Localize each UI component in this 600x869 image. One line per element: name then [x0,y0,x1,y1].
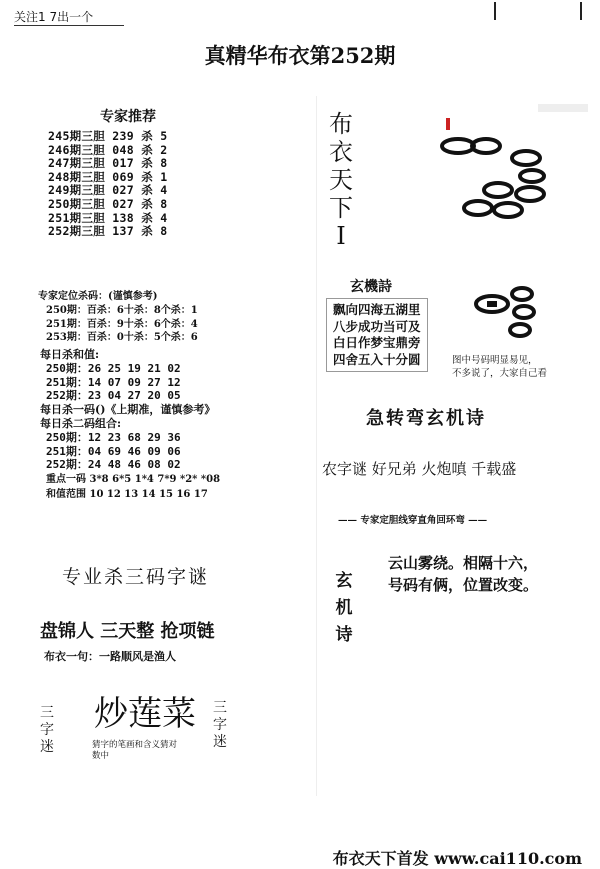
daily-sum-row: 251期：14 07 09 27 12 [46,375,181,389]
daily-one-code: 每日杀一码()《上期准，谨慎参考》 [40,403,216,416]
mystic-line: 飘向四海五湖里 [333,302,421,317]
picture-oval [484,183,512,197]
riddle-caption: 猜字的笔画和含义猜对数中 [92,740,178,761]
expert-row: 247期三胆 017 杀 8 [48,156,168,171]
dash-right: —— [468,515,488,526]
expert-row: 248期三胆 069 杀 1 [48,169,168,184]
daily-two-list [46,431,181,472]
buyi-vertical-title: 布衣天下I [329,110,353,250]
expert-row: 252期三胆 137 杀 8 [48,224,168,239]
dash-left: —— [338,515,357,526]
top-note: 关注1 7出一个 [14,10,94,24]
key-one-code: 重点一码 3*8 6*5 1*4 7*9 *2* *08 [46,474,221,485]
expert-row: 249期三胆 027 杀 4 [48,183,168,198]
coin-hole [487,301,497,307]
mystic-line: 四舍五入十分圆 [333,351,421,367]
footer: 布衣天下首发 www.cai110.com [332,849,582,868]
picture-caption-line: 图中号码明显易见， [452,355,538,366]
expert-line-text: 专家定胆线穿直角回环弯 [360,515,465,526]
coin-picture [470,282,540,346]
riddle-words: 盘锦人 三天整 抢项链 [40,621,215,642]
kill-position-row: 253期：百杀：0十杀：5个杀：6 [46,332,198,344]
top-underline [14,25,124,26]
kill-position-row: 251期：百杀：9十杀：6个杀：4 [46,318,198,330]
left-vertical-label: 三字迷 [40,705,54,755]
mystic-line: 八步成功当可及 [333,318,421,334]
corner-mark [494,2,496,20]
expert-heading: 专家推荐 [100,109,156,125]
expert-row: 245期三胆 239 杀 5 [48,129,168,143]
turn-heading: 急转弯玄机诗 [366,408,486,429]
kill-position-heading: 专家定位杀码：(谨慎参考) [38,291,158,302]
big-riddle: 炒莲菜 [94,694,196,734]
daily-sum-row: 250期：26 25 19 21 02 [46,362,181,375]
kill-position-list [46,304,198,345]
picture-oval [512,151,540,165]
picture-oval [464,201,492,215]
kill-position-row: 250期：百杀：6十杀：8个杀：1 [46,305,198,316]
right-vertical-label: 三字迷 [213,700,227,750]
daily-two-row: 252期：24 48 46 08 02 [46,458,181,472]
coin-oval [512,288,532,300]
daily-two-heading: 每日杀二码组合: [40,417,122,430]
mystic-line: 白日作梦宝鼎旁 [333,335,421,350]
expert-row: 251期三胆 138 杀 4 [48,210,168,225]
xuanji-line: 号码有俩，位置改变。 [388,576,539,594]
picture-oval [516,187,544,201]
corner-mark [580,2,582,20]
sum-range: 和值范围 10 12 13 14 15 16 17 [46,489,208,500]
coin-oval [514,306,534,318]
daily-sum-row: 252期：23 04 27 20 05 [46,389,181,403]
daily-two-row: 250期：12 23 68 29 36 [46,431,181,444]
xuanji-vertical: 玄机诗 [335,571,353,645]
picture-caption [452,354,547,380]
expert-list [48,130,167,239]
daily-sum-heading: 每日杀和值: [40,348,100,361]
buyi-line: 布衣一句：一路顺风是渔人 [44,650,176,663]
daily-sum-list [46,362,181,403]
number-picture [420,104,590,234]
coin-oval [510,324,530,336]
picture-oval [520,170,544,182]
xuanji-line: 云山雾绕。相隔十六， [388,554,539,572]
picture-oval [442,139,474,153]
mystic-heading: 玄機詩 [350,279,392,295]
column-divider [316,96,317,796]
mystic-lines [326,298,428,372]
mystic-poem-box [326,276,428,372]
picture-caption-line: 不多说了，大家自己看 [452,368,548,379]
picture-mark [446,118,450,130]
page-title: 真精华布衣第252期 [204,43,396,68]
daily-two-row: 251期：04 69 46 09 06 [46,444,181,458]
picture-oval [472,139,500,153]
expert-line [338,512,487,526]
picture-mark [538,104,588,112]
xuanji-lines [388,552,538,596]
riddle-heading: 专业杀三码字谜 [62,566,210,588]
turn-line: 农字谜 好兄弟 火炮嗔 千载盛 [322,460,517,478]
expert-row: 250期三胆 027 杀 8 [48,196,168,211]
expert-row: 246期三胆 048 杀 2 [48,142,168,157]
picture-oval [494,203,522,217]
